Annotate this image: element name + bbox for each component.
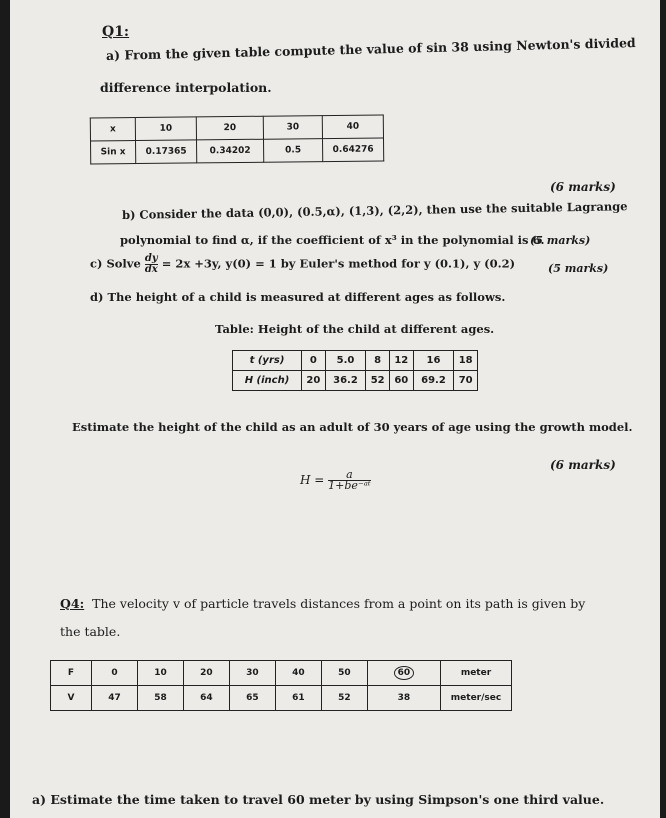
- sin-table-cell: 30: [263, 116, 322, 140]
- sin-table-cell: 20: [196, 116, 263, 140]
- velocity-table-cell: 61: [275, 686, 321, 711]
- height-table-height-row: [233, 371, 478, 391]
- q1c-rest: = 2x +3y, y(0) = 1 by Euler's method for y (0.1), y (0.2): [161, 256, 516, 271]
- q4-line: [60, 596, 585, 611]
- velocity-table-cell: 65: [229, 686, 275, 711]
- height-table-cell: 60: [389, 371, 413, 391]
- velocity-table-cell-circled: [367, 661, 440, 686]
- velocity-table-cell: 64: [183, 686, 229, 711]
- velocity-table-cell: 58: [137, 686, 183, 711]
- velocity-table-unit: meter: [441, 661, 512, 686]
- dy-dx-numerator: dy: [144, 253, 158, 264]
- sin-table-cell: 0.34202: [197, 139, 264, 163]
- sin-table-value-row: [91, 138, 384, 164]
- height-table-cell: 0: [302, 351, 326, 371]
- dy-dx-denominator: dx: [144, 264, 158, 275]
- formula-lhs: H =: [300, 473, 325, 487]
- q4-text-2: the table.: [60, 624, 121, 639]
- q1b-text: b) Consider the data (0,0), (0.5,α), (1,3), (2,2), then use the suitable Lagrange: [121, 199, 628, 222]
- q1c-marks: (5 marks): [548, 262, 609, 275]
- height-table-cell: 16: [413, 351, 454, 371]
- height-table-cell: 12: [389, 351, 413, 371]
- velocity-table-label: F: [51, 661, 92, 686]
- q1a-text: a) From the given table compute the value of sin 38 using Newton's divided: [105, 35, 636, 63]
- velocity-table-label: V: [51, 686, 92, 711]
- circled-value: 60: [394, 666, 415, 680]
- velocity-table-cell: 10: [137, 661, 183, 686]
- q1c-prefix: c) Solve: [90, 256, 141, 271]
- sin-table-cell: Sin x: [91, 141, 136, 164]
- velocity-table-velocity-row: [51, 686, 512, 711]
- velocity-table-cell: 52: [321, 686, 367, 711]
- velocity-table-cell: 50: [321, 661, 367, 686]
- q1b-text-2: polynomial to find α, if the coefficient of x³ in the polynomial is 6.: [120, 233, 545, 247]
- estimate-text: Estimate the height of the child as an adult of 30 years of age using the growth model.: [72, 420, 633, 434]
- exam-page: [10, 0, 660, 818]
- sin-table-cell: 40: [322, 115, 383, 139]
- growth-model-formula: [300, 470, 371, 491]
- q1b-marks: (5 marks): [530, 234, 591, 247]
- height-table-label: H (inch): [233, 371, 302, 391]
- q1d-marks: (6 marks): [550, 458, 616, 472]
- formula-fraction: [328, 470, 370, 491]
- height-table-label: t (yrs): [233, 351, 302, 371]
- velocity-table-cell: 0: [92, 661, 138, 686]
- q1d-text: d) The height of a child is measured at different ages as follows.: [90, 290, 506, 304]
- height-table-cell: 69.2: [413, 371, 454, 391]
- q1a-text-2: difference interpolation.: [100, 80, 272, 95]
- velocity-table-cell: 38: [367, 686, 440, 711]
- q1a-marks: (6 marks): [550, 180, 616, 194]
- velocity-table-cell: 40: [275, 661, 321, 686]
- sin-table-cell: 10: [135, 117, 196, 141]
- velocity-table-cell: 47: [92, 686, 138, 711]
- formula-denominator: 1+be⁻ᵃᵗ: [328, 479, 371, 492]
- sin-table: [90, 114, 384, 164]
- sin-table-cell: x: [90, 118, 135, 141]
- height-table-cell: 70: [454, 371, 478, 391]
- dy-dx-fraction: [145, 254, 158, 275]
- velocity-table-unit: meter/sec: [441, 686, 512, 711]
- height-table-cell: 8: [366, 351, 390, 371]
- height-table-cell: 52: [366, 371, 390, 391]
- q1-label: Q1:: [102, 24, 130, 40]
- height-table: [232, 350, 478, 391]
- q4a-text: a) Estimate the time taken to travel 60 meter by using Simpson's one third value.: [32, 792, 605, 807]
- velocity-table: [50, 660, 512, 711]
- velocity-table-cell: 20: [183, 661, 229, 686]
- formula-numerator: a: [328, 470, 370, 481]
- sin-table-cell: 0.64276: [322, 138, 383, 162]
- height-table-age-row: [233, 351, 478, 371]
- height-table-cell: 36.2: [325, 371, 366, 391]
- sin-table-header-row: [90, 115, 383, 141]
- height-table-caption: Table: Height of the child at different ages.: [215, 322, 495, 336]
- q1c-line: [90, 254, 515, 275]
- q4-label: Q4:: [60, 596, 85, 611]
- q4-text: The velocity v of particle travels distances from a point on its path is given by: [92, 596, 586, 611]
- height-table-cell: 20: [302, 371, 326, 391]
- height-table-cell: 18: [454, 351, 478, 371]
- velocity-table-distance-row: [51, 661, 512, 686]
- sin-table-cell: 0.17365: [136, 140, 197, 164]
- height-table-cell: 5.0: [325, 351, 366, 371]
- sin-table-cell: 0.5: [263, 139, 322, 163]
- velocity-table-cell: 30: [229, 661, 275, 686]
